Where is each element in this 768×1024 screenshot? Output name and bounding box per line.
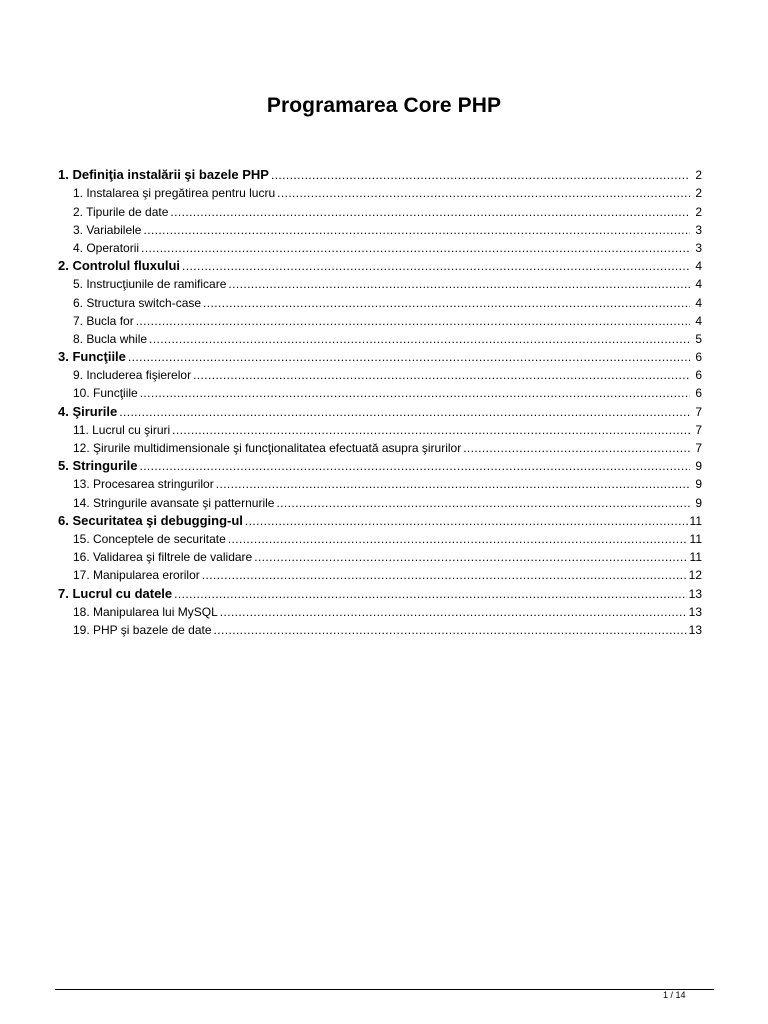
- toc-dot-leader: [254, 548, 687, 566]
- toc-entry-label: 3. Funcţiile: [58, 349, 126, 365]
- toc-dot-leader: [216, 475, 690, 493]
- toc-entry-page-number: 13: [688, 604, 702, 619]
- toc-entry-page-number: 4: [695, 259, 702, 274]
- toc-dot-leader: [141, 239, 690, 257]
- toc-entry-label: 5. Instrucţiunile de ramificare: [73, 277, 227, 292]
- toc-section-entry[interactable]: [58, 421, 702, 439]
- toc-entry-page-number: 12: [688, 568, 702, 583]
- toc-section-entry[interactable]: [58, 384, 702, 402]
- toc-chapter-entry[interactable]: [58, 257, 702, 275]
- toc-entry-label: 6. Structura switch-case: [73, 295, 202, 310]
- toc-entry-label: 18. Manipularea lui MySQL: [73, 604, 218, 619]
- toc-entry-page-number: 13: [688, 622, 702, 637]
- toc-dot-leader: [463, 439, 690, 457]
- toc-entry-page-number: 6: [695, 368, 702, 383]
- toc-chapter-entry[interactable]: [58, 348, 702, 366]
- toc-entry-page-number: 4: [695, 295, 702, 310]
- toc-dot-leader: [245, 512, 688, 530]
- toc-entry-label: 9. Includerea fişierelor: [73, 368, 192, 383]
- footer-divider: [55, 989, 714, 990]
- toc-section-entry[interactable]: [58, 566, 702, 584]
- toc-entry-label: 19. PHP şi bazele de date: [73, 622, 212, 637]
- toc-entry-page-number: 2: [695, 186, 702, 201]
- toc-entry-label: 2. Tipurile de date: [73, 204, 169, 219]
- toc-dot-leader: [220, 603, 687, 621]
- toc-dot-leader: [277, 184, 690, 202]
- page-number: 1 / 14: [663, 990, 686, 1000]
- toc-section-entry[interactable]: [58, 202, 702, 220]
- toc-chapter-entry[interactable]: [58, 584, 702, 602]
- toc-entry-page-number: 2: [695, 204, 702, 219]
- toc-section-entry[interactable]: [58, 548, 702, 566]
- toc-entry-page-number: 13: [688, 586, 702, 601]
- toc-entry-label: 7. Bucla for: [73, 313, 134, 328]
- toc-dot-leader: [172, 421, 690, 439]
- toc-dot-leader: [203, 294, 690, 312]
- toc-section-entry[interactable]: [58, 221, 702, 239]
- toc-section-entry[interactable]: [58, 330, 702, 348]
- toc-entry-page-number: 5: [695, 331, 702, 346]
- toc-entry-label: 8. Bucla while: [73, 331, 148, 346]
- toc-entry-page-number: 9: [695, 459, 702, 474]
- toc-dot-leader: [214, 621, 687, 639]
- toc-dot-leader: [119, 403, 690, 421]
- toc-chapter-entry[interactable]: [58, 166, 702, 184]
- toc-entry-label: 13. Procesarea stringurilor: [73, 477, 214, 492]
- toc-chapter-entry[interactable]: [58, 512, 702, 530]
- toc-dot-leader: [174, 585, 686, 603]
- toc-entry-page-number: 9: [695, 477, 702, 492]
- toc-dot-leader: [128, 348, 690, 366]
- toc-section-entry[interactable]: [58, 493, 702, 511]
- toc-entry-page-number: 11: [689, 513, 702, 528]
- toc-entry-page-number: 7: [695, 422, 702, 437]
- toc-section-entry[interactable]: [58, 366, 702, 384]
- toc-entry-page-number: 11: [689, 531, 702, 546]
- toc-entry-page-number: 9: [695, 495, 702, 510]
- toc-entry-label: 4. Operatorii: [73, 240, 140, 255]
- toc-entry-page-number: 4: [695, 277, 702, 292]
- toc-entry-label: 15. Conceptele de securitate: [73, 531, 226, 546]
- toc-section-entry[interactable]: [58, 530, 702, 548]
- toc-section-entry[interactable]: [58, 603, 702, 621]
- toc-entry-page-number: 11: [689, 550, 702, 565]
- toc-entry-page-number: 2: [695, 168, 702, 183]
- toc-dot-leader: [228, 275, 690, 293]
- table-of-contents: [58, 166, 702, 639]
- toc-section-entry[interactable]: [58, 312, 702, 330]
- toc-chapter-entry[interactable]: [58, 402, 702, 420]
- toc-entry-label: 14. Stringurile avansate şi patternurile: [73, 495, 275, 510]
- toc-dot-leader: [139, 457, 690, 475]
- toc-entry-page-number: 6: [695, 350, 702, 365]
- toc-entry-label: 3. Variabilele: [73, 222, 142, 237]
- toc-entry-page-number: 7: [695, 441, 702, 455]
- toc-entry-label: 5. Stringurile: [58, 458, 138, 474]
- toc-entry-page-number: 3: [695, 240, 702, 255]
- toc-entry-label: 6. Securitatea şi debugging-ul: [58, 512, 243, 528]
- toc-dot-leader: [140, 384, 690, 402]
- toc-entry-label: 2. Controlul fluxului: [58, 258, 181, 274]
- toc-section-entry[interactable]: [58, 475, 702, 493]
- toc-entry-label: 16. Validarea şi filtrele de validare: [73, 550, 253, 565]
- toc-entry-page-number: 6: [695, 386, 702, 401]
- toc-dot-leader: [202, 566, 687, 584]
- toc-dot-leader: [149, 330, 690, 348]
- toc-dot-leader: [228, 530, 688, 548]
- toc-section-entry[interactable]: [58, 439, 702, 457]
- document-title: Programarea Core PHP: [266, 94, 502, 117]
- toc-entry-label: 1. Definiţia instalării şi bazele PHP: [58, 167, 269, 183]
- toc-entry-label: 4. Şirurile: [58, 403, 118, 419]
- toc-entry-label: 7. Lucrul cu datele: [58, 585, 173, 601]
- toc-dot-leader: [276, 494, 690, 512]
- toc-entry-label: 11. Lucrul cu şiruri: [73, 422, 171, 437]
- toc-chapter-entry[interactable]: [58, 457, 702, 475]
- toc-section-entry[interactable]: [58, 275, 702, 293]
- toc-entry-page-number: 4: [695, 313, 702, 328]
- toc-dot-leader: [182, 257, 690, 275]
- toc-entry-label: 10. Funcţiile: [73, 386, 138, 401]
- toc-dot-leader: [271, 166, 690, 184]
- toc-section-entry[interactable]: [58, 184, 702, 202]
- toc-entry-page-number: 3: [695, 222, 702, 237]
- toc-entry-label: 12. Şirurile multidimensionale şi funcţionalitatea efectuată asupra şirurilor: [73, 441, 462, 455]
- toc-section-entry[interactable]: [58, 621, 702, 639]
- toc-dot-leader: [136, 312, 690, 330]
- toc-dot-leader: [193, 366, 690, 384]
- toc-section-entry[interactable]: [58, 239, 702, 257]
- toc-dot-leader: [170, 203, 690, 221]
- toc-entry-label: 1. Instalarea şi pregătirea pentru lucru: [73, 186, 276, 201]
- toc-entry-page-number: 7: [695, 404, 702, 419]
- toc-dot-leader: [143, 221, 690, 239]
- toc-entry-label: 17. Manipularea erorilor: [73, 568, 200, 583]
- toc-section-entry[interactable]: [58, 293, 702, 311]
